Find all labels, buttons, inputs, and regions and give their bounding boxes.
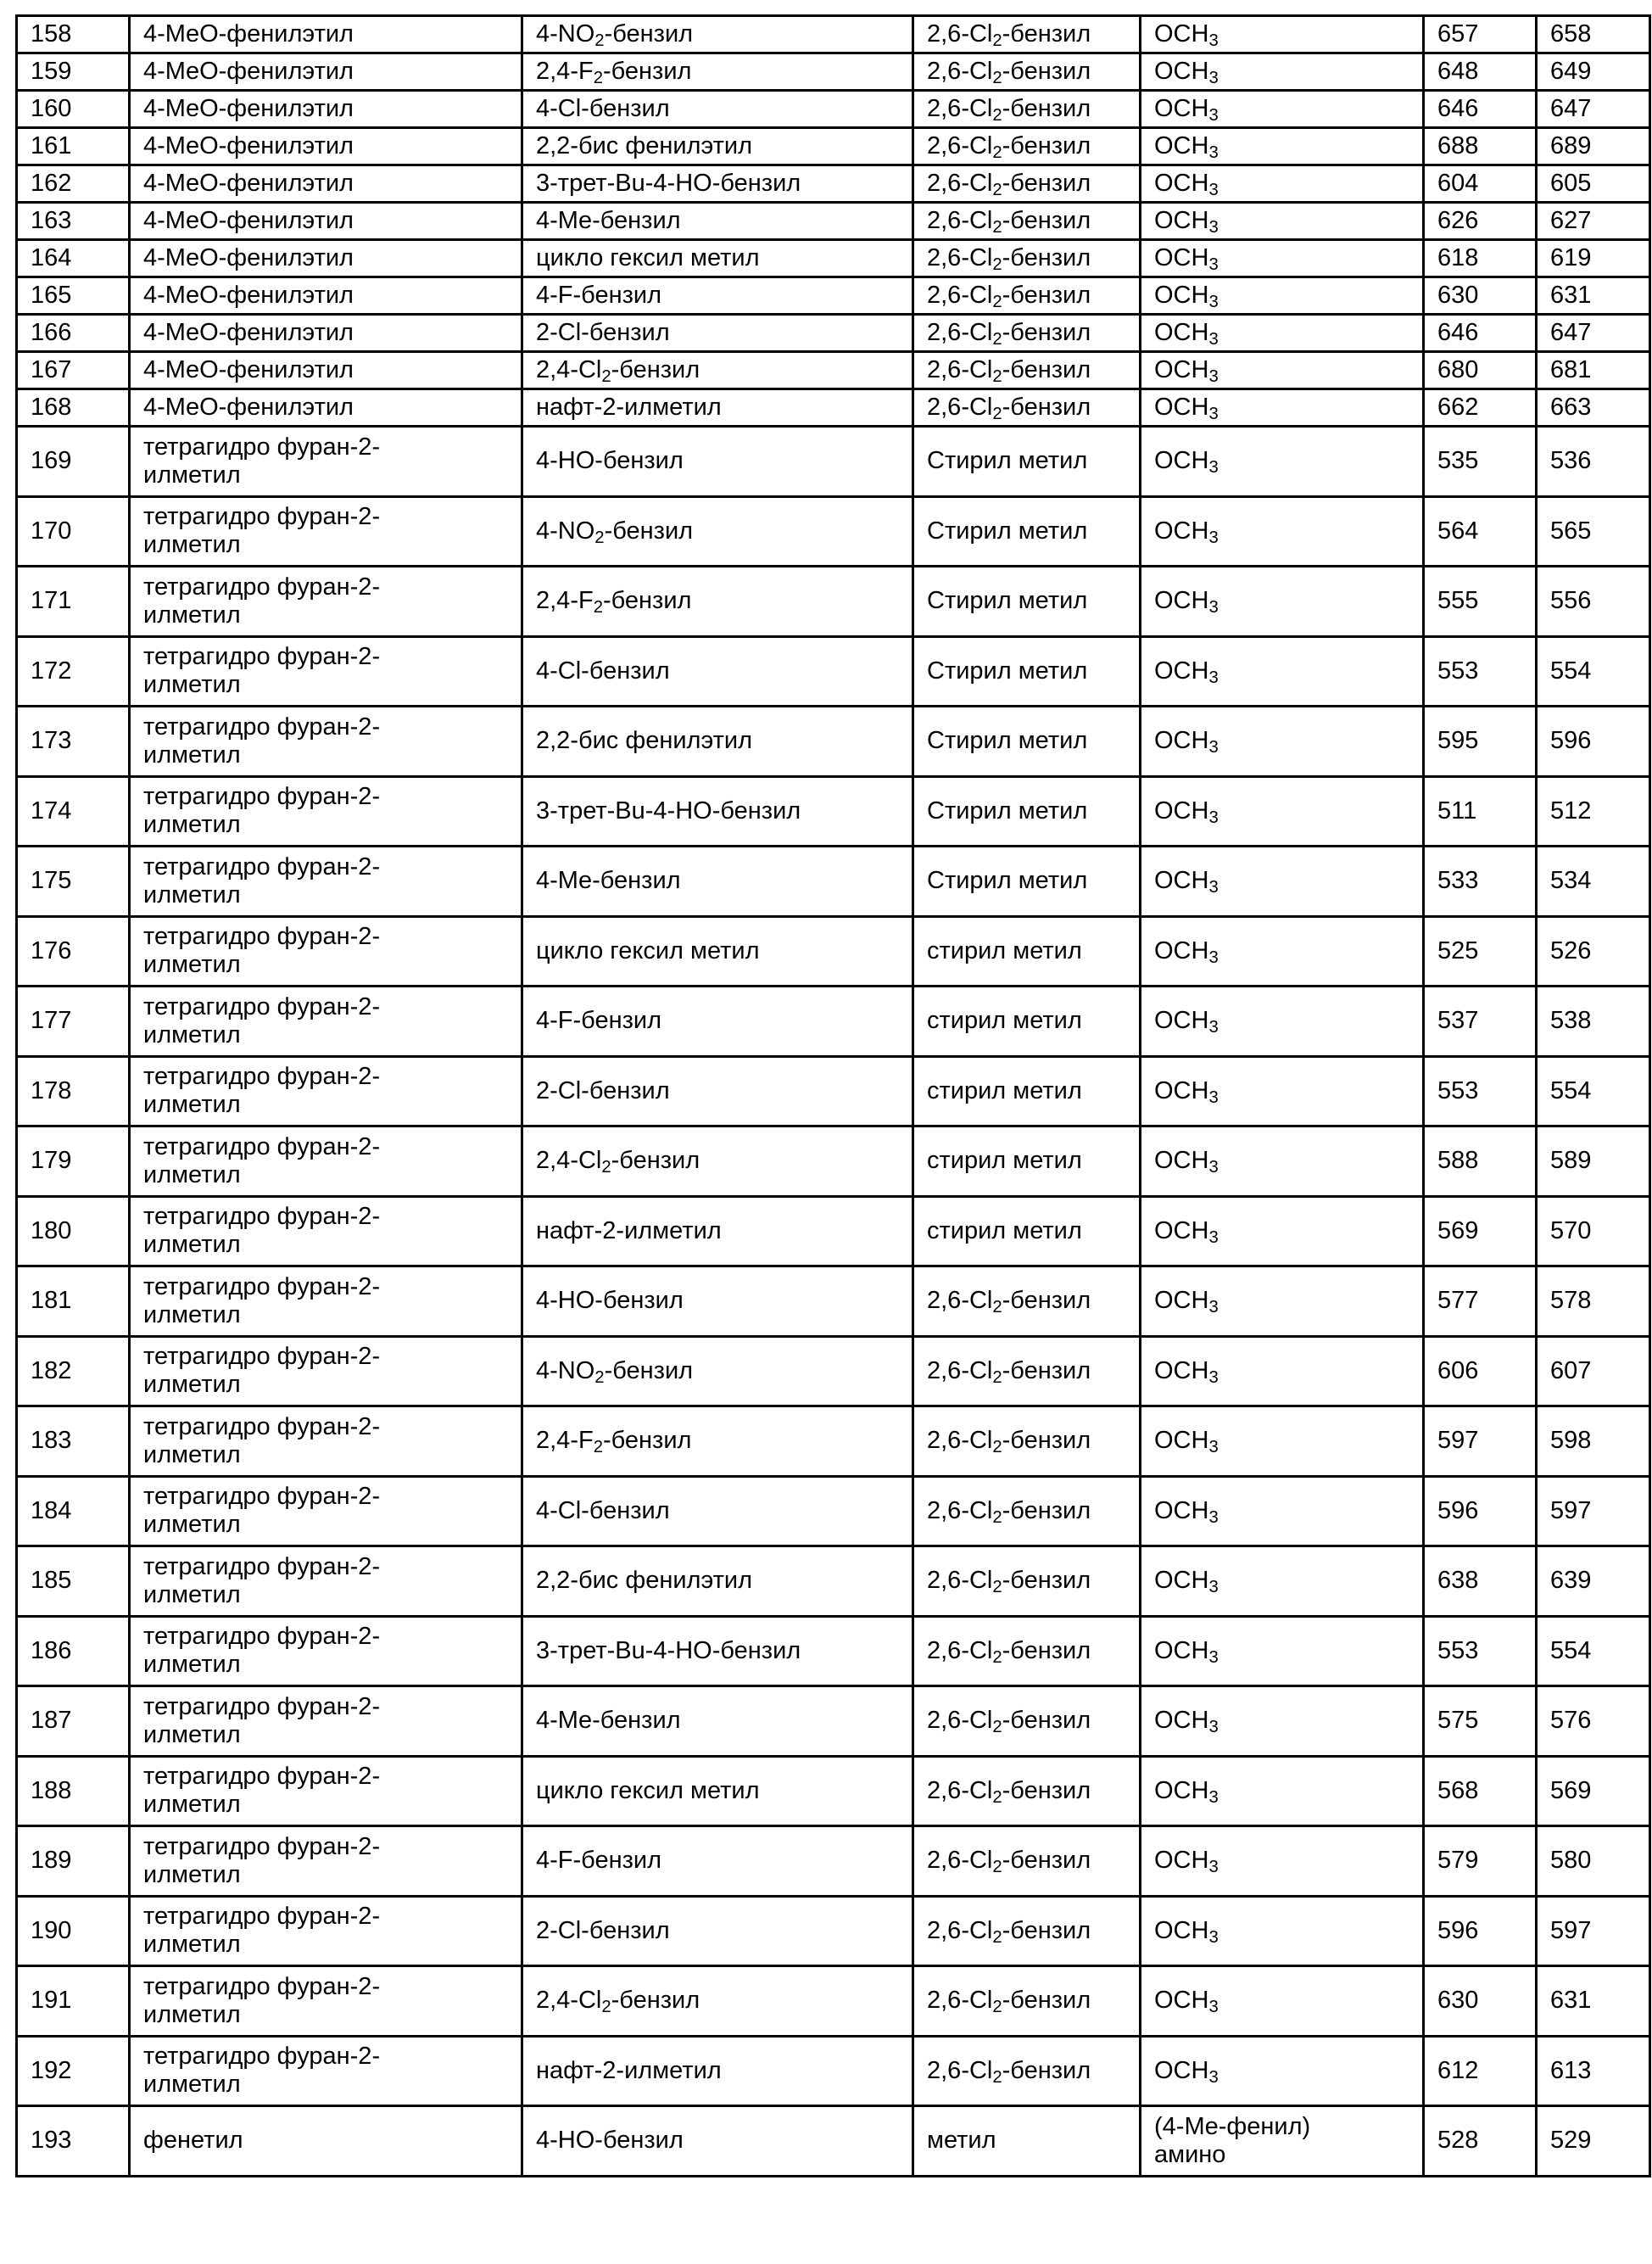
substituent-r3-cell: $2,6-Cl_2$-бензил — [913, 1546, 1141, 1617]
substituent-r3-cell: Стирил метил — [913, 636, 1141, 707]
compound-number-cell: 169 — [17, 427, 130, 497]
substituent-r4-cell: $OCH_3$ — [1141, 707, 1424, 777]
mass-found-cell: 526 — [1537, 916, 1650, 987]
table-row — [17, 427, 1650, 497]
mass-found-cell: 627 — [1537, 203, 1650, 240]
substituent-r3-cell: $2,6-Cl_2$-бензил — [913, 277, 1141, 315]
table-row — [17, 1266, 1650, 1337]
table-row — [17, 352, 1650, 389]
table-row — [17, 847, 1650, 917]
mass-calculated-cell: 596 — [1424, 1896, 1537, 1966]
table-row — [17, 16, 1650, 53]
substituent-r1-cell: тетрагидро фуран-2- илметил — [130, 496, 522, 567]
substituent-r1-cell: 4-MeO-фенилэтил — [130, 16, 522, 53]
mass-found-cell: 649 — [1537, 53, 1650, 91]
compound-number-cell: 187 — [17, 1686, 130, 1757]
substituent-r2-cell: 4-F-бензил — [522, 1826, 913, 1897]
substituent-r2-cell: цикло гексил метил — [522, 916, 913, 987]
mass-calculated-cell: 680 — [1424, 352, 1537, 389]
substituent-r1-cell: тетрагидро фуран-2- илметил — [130, 636, 522, 707]
compound-number-cell: 166 — [17, 315, 130, 352]
mass-calculated-cell: 618 — [1424, 240, 1537, 277]
substituent-r2-cell: 2-Cl-бензил — [522, 1896, 913, 1966]
substituent-r3-cell: $2,6-Cl_2$-бензил — [913, 16, 1141, 53]
compound-number-cell: 185 — [17, 1546, 130, 1617]
substituent-r4-cell: $OCH_3$ — [1141, 389, 1424, 427]
table-row — [17, 1056, 1650, 1126]
compound-number-cell: 176 — [17, 916, 130, 987]
compound-number-cell: 184 — [17, 1476, 130, 1546]
substituent-r1-cell: тетрагидро фуран-2- илметил — [130, 427, 522, 497]
mass-calculated-cell: 630 — [1424, 1966, 1537, 2037]
compound-number-cell: 165 — [17, 277, 130, 315]
substituent-r2-cell: 2-Cl-бензил — [522, 315, 913, 352]
substituent-r3-cell: $2,6-Cl_2$-бензил — [913, 1826, 1141, 1897]
substituent-r2-cell: 4-Me-бензил — [522, 203, 913, 240]
substituent-r3-cell: $2,6-Cl_2$-бензил — [913, 1406, 1141, 1477]
substituent-r3-cell: $2,6-Cl_2$-бензил — [913, 1686, 1141, 1757]
table-row — [17, 1896, 1650, 1966]
mass-found-cell: 598 — [1537, 1406, 1650, 1477]
mass-found-cell: 597 — [1537, 1476, 1650, 1546]
substituent-r2-cell: $2,4-F_2$-бензил — [522, 53, 913, 91]
substituent-r1-cell: 4-MeO-фенилэтил — [130, 277, 522, 315]
substituent-r4-cell: $OCH_3$ — [1141, 1616, 1424, 1686]
substituent-r4-cell: $OCH_3$ — [1141, 91, 1424, 128]
substituent-r1-cell: тетрагидро фуран-2- илметил — [130, 916, 522, 987]
substituent-r2-cell: $2,4-Cl_2$-бензил — [522, 352, 913, 389]
table-row — [17, 707, 1650, 777]
substituent-r3-cell: $2,6-Cl_2$-бензил — [913, 91, 1141, 128]
substituent-r2-cell: 4-Me-бензил — [522, 847, 913, 917]
substituent-r2-cell: 4-Cl-бензил — [522, 636, 913, 707]
substituent-r3-cell: $2,6-Cl_2$-бензил — [913, 315, 1141, 352]
mass-found-cell: 538 — [1537, 987, 1650, 1057]
table-row — [17, 2036, 1650, 2106]
substituent-r1-cell: 4-MeO-фенилэтил — [130, 53, 522, 91]
table-row — [17, 987, 1650, 1057]
substituent-r4-cell: $OCH_3$ — [1141, 2036, 1424, 2106]
substituent-r2-cell: 2,2-бис фенилэтил — [522, 707, 913, 777]
mass-found-cell: 556 — [1537, 567, 1650, 637]
substituent-r1-cell: тетрагидро фуран-2- илметил — [130, 1336, 522, 1406]
substituent-r3-cell: Стирил метил — [913, 707, 1141, 777]
substituent-r2-cell: 4-HO-бензил — [522, 1266, 913, 1337]
mass-found-cell: 576 — [1537, 1686, 1650, 1757]
table-row — [17, 1546, 1650, 1617]
substituent-r4-cell: $OCH_3$ — [1141, 427, 1424, 497]
mass-found-cell: 605 — [1537, 165, 1650, 203]
substituent-r1-cell: 4-MeO-фенилэтил — [130, 240, 522, 277]
table-row — [17, 1196, 1650, 1266]
mass-calculated-cell: 662 — [1424, 389, 1537, 427]
substituent-r1-cell: тетрагидро фуран-2- илметил — [130, 1406, 522, 1477]
mass-found-cell: 663 — [1537, 389, 1650, 427]
substituent-r2-cell: 2,2-бис фенилэтил — [522, 1546, 913, 1617]
table-body — [17, 16, 1650, 2177]
substituent-r4-cell: $OCH_3$ — [1141, 128, 1424, 165]
mass-found-cell: 554 — [1537, 1616, 1650, 1686]
compound-number-cell: 161 — [17, 128, 130, 165]
substituent-r1-cell: фенетил — [130, 2106, 522, 2177]
table-row — [17, 165, 1650, 203]
table-row — [17, 1336, 1650, 1406]
substituent-r4-cell: (4-Me-фенил) амино — [1141, 2106, 1424, 2177]
substituent-r1-cell: тетрагидро фуран-2- илметил — [130, 1826, 522, 1897]
substituent-r4-cell: $OCH_3$ — [1141, 1756, 1424, 1826]
substituent-r3-cell: стирил метил — [913, 1056, 1141, 1126]
substituent-r1-cell: тетрагидро фуран-2- илметил — [130, 776, 522, 847]
mass-found-cell: 529 — [1537, 2106, 1650, 2177]
mass-calculated-cell: 535 — [1424, 427, 1537, 497]
table-row — [17, 916, 1650, 987]
mass-found-cell: 536 — [1537, 427, 1650, 497]
substituent-r2-cell: цикло гексил метил — [522, 240, 913, 277]
substituent-r1-cell: тетрагидро фуран-2- илметил — [130, 987, 522, 1057]
table-row — [17, 496, 1650, 567]
substituent-r2-cell: 2-Cl-бензил — [522, 1056, 913, 1126]
table-row — [17, 776, 1650, 847]
compound-number-cell: 181 — [17, 1266, 130, 1337]
substituent-r3-cell: стирил метил — [913, 1196, 1141, 1266]
substituent-r2-cell: $2,4-Cl_2$-бензил — [522, 1126, 913, 1197]
substituent-r4-cell: $OCH_3$ — [1141, 16, 1424, 53]
substituent-r4-cell: $OCH_3$ — [1141, 203, 1424, 240]
substituent-r3-cell: Стирил метил — [913, 847, 1141, 917]
compound-number-cell: 170 — [17, 496, 130, 567]
substituent-r2-cell: 4-F-бензил — [522, 987, 913, 1057]
substituent-r4-cell: $OCH_3$ — [1141, 315, 1424, 352]
substituent-r3-cell: стирил метил — [913, 916, 1141, 987]
mass-found-cell: 589 — [1537, 1126, 1650, 1197]
mass-found-cell: 534 — [1537, 847, 1650, 917]
mass-calculated-cell: 595 — [1424, 707, 1537, 777]
compound-table — [15, 14, 1651, 2177]
table-row — [17, 2106, 1650, 2177]
compound-number-cell: 182 — [17, 1336, 130, 1406]
compound-number-cell: 168 — [17, 389, 130, 427]
substituent-r4-cell: $OCH_3$ — [1141, 1266, 1424, 1337]
substituent-r3-cell: $2,6-Cl_2$-бензил — [913, 128, 1141, 165]
substituent-r2-cell: $2,4-F_2$-бензил — [522, 567, 913, 637]
mass-found-cell: 631 — [1537, 277, 1650, 315]
mass-calculated-cell: 612 — [1424, 2036, 1537, 2106]
substituent-r3-cell: $2,6-Cl_2$-бензил — [913, 1896, 1141, 1966]
mass-calculated-cell: 597 — [1424, 1406, 1537, 1477]
table-row — [17, 1756, 1650, 1826]
substituent-r3-cell: $2,6-Cl_2$-бензил — [913, 1756, 1141, 1826]
substituent-r1-cell: 4-MeO-фенилэтил — [130, 315, 522, 352]
substituent-r4-cell: $OCH_3$ — [1141, 53, 1424, 91]
mass-calculated-cell: 525 — [1424, 916, 1537, 987]
mass-found-cell: 565 — [1537, 496, 1650, 567]
substituent-r1-cell: тетрагидро фуран-2- илметил — [130, 1056, 522, 1126]
mass-calculated-cell: 577 — [1424, 1266, 1537, 1337]
substituent-r1-cell: тетрагидро фуран-2- илметил — [130, 1126, 522, 1197]
substituent-r4-cell: $OCH_3$ — [1141, 352, 1424, 389]
substituent-r3-cell: $2,6-Cl_2$-бензил — [913, 203, 1141, 240]
substituent-r4-cell: $OCH_3$ — [1141, 916, 1424, 987]
mass-calculated-cell: 630 — [1424, 277, 1537, 315]
compound-number-cell: 178 — [17, 1056, 130, 1126]
mass-calculated-cell: 553 — [1424, 636, 1537, 707]
substituent-r1-cell: тетрагидро фуран-2- илметил — [130, 1686, 522, 1757]
substituent-r2-cell: 4-HO-бензил — [522, 427, 913, 497]
table-row — [17, 53, 1650, 91]
compound-number-cell: 189 — [17, 1826, 130, 1897]
compound-number-cell: 159 — [17, 53, 130, 91]
mass-calculated-cell: 606 — [1424, 1336, 1537, 1406]
mass-calculated-cell: 688 — [1424, 128, 1537, 165]
substituent-r4-cell: $OCH_3$ — [1141, 165, 1424, 203]
substituent-r4-cell: $OCH_3$ — [1141, 776, 1424, 847]
compound-number-cell: 158 — [17, 16, 130, 53]
substituent-r2-cell: $4-NO_2$-бензил — [522, 16, 913, 53]
compound-number-cell: 188 — [17, 1756, 130, 1826]
mass-calculated-cell: 555 — [1424, 567, 1537, 637]
mass-calculated-cell: 533 — [1424, 847, 1537, 917]
mass-found-cell: 689 — [1537, 128, 1650, 165]
mass-calculated-cell: 569 — [1424, 1196, 1537, 1266]
compound-number-cell: 183 — [17, 1406, 130, 1477]
substituent-r1-cell: 4-MeO-фенилэтил — [130, 91, 522, 128]
substituent-r4-cell: $OCH_3$ — [1141, 277, 1424, 315]
substituent-r4-cell: $OCH_3$ — [1141, 1126, 1424, 1197]
substituent-r2-cell: $2,4-Cl_2$-бензил — [522, 1966, 913, 2037]
table-row — [17, 389, 1650, 427]
compound-number-cell: 171 — [17, 567, 130, 637]
substituent-r2-cell: нафт-2-илметил — [522, 389, 913, 427]
substituent-r1-cell: тетрагидро фуран-2- илметил — [130, 1546, 522, 1617]
compound-number-cell: 173 — [17, 707, 130, 777]
table-row — [17, 128, 1650, 165]
mass-found-cell: 578 — [1537, 1266, 1650, 1337]
compound-number-cell: 193 — [17, 2106, 130, 2177]
substituent-r4-cell: $OCH_3$ — [1141, 1196, 1424, 1266]
substituent-r4-cell: $OCH_3$ — [1141, 496, 1424, 567]
substituent-r2-cell: 4-Cl-бензил — [522, 1476, 913, 1546]
mass-calculated-cell: 657 — [1424, 16, 1537, 53]
substituent-r1-cell: 4-MeO-фенилэтил — [130, 203, 522, 240]
mass-found-cell: 596 — [1537, 707, 1650, 777]
table-row — [17, 315, 1650, 352]
substituent-r3-cell: $2,6-Cl_2$-бензил — [913, 165, 1141, 203]
substituent-r2-cell: 3-трет-Bu-4-HO-бензил — [522, 165, 913, 203]
substituent-r4-cell: $OCH_3$ — [1141, 1406, 1424, 1477]
mass-calculated-cell: 575 — [1424, 1686, 1537, 1757]
substituent-r4-cell: $OCH_3$ — [1141, 1826, 1424, 1897]
table-row — [17, 1966, 1650, 2037]
substituent-r4-cell: $OCH_3$ — [1141, 1546, 1424, 1617]
substituent-r3-cell: Стирил метил — [913, 496, 1141, 567]
substituent-r1-cell: тетрагидро фуран-2- илметил — [130, 1966, 522, 2037]
substituent-r2-cell: 2,2-бис фенилэтил — [522, 128, 913, 165]
substituent-r1-cell: тетрагидро фуран-2- илметил — [130, 2036, 522, 2106]
compound-number-cell: 163 — [17, 203, 130, 240]
table-row — [17, 203, 1650, 240]
substituent-r1-cell: тетрагидро фуран-2- илметил — [130, 1196, 522, 1266]
table-row — [17, 240, 1650, 277]
substituent-r2-cell: 4-F-бензил — [522, 277, 913, 315]
compound-number-cell: 167 — [17, 352, 130, 389]
mass-found-cell: 570 — [1537, 1196, 1650, 1266]
mass-calculated-cell: 511 — [1424, 776, 1537, 847]
substituent-r3-cell: стирил метил — [913, 1126, 1141, 1197]
substituent-r3-cell: Стирил метил — [913, 567, 1141, 637]
mass-calculated-cell: 638 — [1424, 1546, 1537, 1617]
mass-found-cell: 658 — [1537, 16, 1650, 53]
table-row — [17, 567, 1650, 637]
substituent-r4-cell: $OCH_3$ — [1141, 847, 1424, 917]
compound-number-cell: 179 — [17, 1126, 130, 1197]
mass-found-cell: 554 — [1537, 1056, 1650, 1126]
substituent-r3-cell: $2,6-Cl_2$-бензил — [913, 2036, 1141, 2106]
table-row — [17, 91, 1650, 128]
table-row — [17, 1686, 1650, 1757]
mass-found-cell: 554 — [1537, 636, 1650, 707]
substituent-r3-cell: $2,6-Cl_2$-бензил — [913, 389, 1141, 427]
table-row — [17, 636, 1650, 707]
substituent-r4-cell: $OCH_3$ — [1141, 1686, 1424, 1757]
substituent-r1-cell: 4-MeO-фенилэтил — [130, 128, 522, 165]
substituent-r2-cell: 3-трет-Bu-4-HO-бензил — [522, 1616, 913, 1686]
substituent-r2-cell: $4-NO_2$-бензил — [522, 496, 913, 567]
compound-number-cell: 162 — [17, 165, 130, 203]
substituent-r3-cell: $2,6-Cl_2$-бензил — [913, 1266, 1141, 1337]
table-row — [17, 1406, 1650, 1477]
mass-calculated-cell: 553 — [1424, 1056, 1537, 1126]
mass-calculated-cell: 528 — [1424, 2106, 1537, 2177]
substituent-r3-cell: $2,6-Cl_2$-бензил — [913, 1616, 1141, 1686]
mass-calculated-cell: 553 — [1424, 1616, 1537, 1686]
mass-calculated-cell: 646 — [1424, 315, 1537, 352]
mass-calculated-cell: 568 — [1424, 1756, 1537, 1826]
compound-number-cell: 164 — [17, 240, 130, 277]
mass-found-cell: 613 — [1537, 2036, 1650, 2106]
substituent-r2-cell: нафт-2-илметил — [522, 2036, 913, 2106]
substituent-r4-cell: $OCH_3$ — [1141, 636, 1424, 707]
substituent-r3-cell: $2,6-Cl_2$-бензил — [913, 1966, 1141, 2037]
mass-calculated-cell: 596 — [1424, 1476, 1537, 1546]
substituent-r4-cell: $OCH_3$ — [1141, 1476, 1424, 1546]
mass-calculated-cell: 588 — [1424, 1126, 1537, 1197]
table-row — [17, 1126, 1650, 1197]
substituent-r2-cell: $2,4-F_2$-бензил — [522, 1406, 913, 1477]
mass-found-cell: 619 — [1537, 240, 1650, 277]
substituent-r2-cell: 4-Cl-бензил — [522, 91, 913, 128]
substituent-r2-cell: 4-Me-бензил — [522, 1686, 913, 1757]
substituent-r3-cell: $2,6-Cl_2$-бензил — [913, 1476, 1141, 1546]
compound-number-cell: 160 — [17, 91, 130, 128]
mass-found-cell: 647 — [1537, 315, 1650, 352]
compound-number-cell: 191 — [17, 1966, 130, 2037]
compound-number-cell: 174 — [17, 776, 130, 847]
mass-found-cell: 512 — [1537, 776, 1650, 847]
substituent-r4-cell: $OCH_3$ — [1141, 987, 1424, 1057]
compound-number-cell: 177 — [17, 987, 130, 1057]
substituent-r3-cell: $2,6-Cl_2$-бензил — [913, 53, 1141, 91]
substituent-r3-cell: Стирил метил — [913, 427, 1141, 497]
substituent-r1-cell: тетрагидро фуран-2- илметил — [130, 1756, 522, 1826]
compound-number-cell: 175 — [17, 847, 130, 917]
substituent-r3-cell: $2,6-Cl_2$-бензил — [913, 240, 1141, 277]
substituent-r4-cell: $OCH_3$ — [1141, 1896, 1424, 1966]
mass-calculated-cell: 626 — [1424, 203, 1537, 240]
mass-found-cell: 639 — [1537, 1546, 1650, 1617]
substituent-r1-cell: тетрагидро фуран-2- илметил — [130, 1616, 522, 1686]
mass-found-cell: 597 — [1537, 1896, 1650, 1966]
substituent-r2-cell: 4-HO-бензил — [522, 2106, 913, 2177]
mass-found-cell: 647 — [1537, 91, 1650, 128]
substituent-r1-cell: тетрагидро фуран-2- илметил — [130, 1476, 522, 1546]
substituent-r4-cell: $OCH_3$ — [1141, 567, 1424, 637]
substituent-r4-cell: $OCH_3$ — [1141, 1966, 1424, 2037]
substituent-r2-cell: нафт-2-илметил — [522, 1196, 913, 1266]
mass-calculated-cell: 648 — [1424, 53, 1537, 91]
substituent-r3-cell: Стирил метил — [913, 776, 1141, 847]
table-row — [17, 1826, 1650, 1897]
substituent-r1-cell: 4-MeO-фенилэтил — [130, 352, 522, 389]
mass-found-cell: 607 — [1537, 1336, 1650, 1406]
mass-found-cell: 631 — [1537, 1966, 1650, 2037]
substituent-r3-cell: $2,6-Cl_2$-бензил — [913, 352, 1141, 389]
mass-calculated-cell: 604 — [1424, 165, 1537, 203]
mass-found-cell: 569 — [1537, 1756, 1650, 1826]
substituent-r3-cell: стирил метил — [913, 987, 1141, 1057]
compound-number-cell: 186 — [17, 1616, 130, 1686]
substituent-r1-cell: 4-MeO-фенилэтил — [130, 165, 522, 203]
substituent-r1-cell: тетрагидро фуран-2- илметил — [130, 847, 522, 917]
table-row — [17, 1616, 1650, 1686]
compound-number-cell: 172 — [17, 636, 130, 707]
compound-number-cell: 180 — [17, 1196, 130, 1266]
substituent-r2-cell: 3-трет-Bu-4-HO-бензил — [522, 776, 913, 847]
table-row — [17, 1476, 1650, 1546]
compound-number-cell: 192 — [17, 2036, 130, 2106]
compound-number-cell: 190 — [17, 1896, 130, 1966]
substituent-r2-cell: $4-NO_2$-бензил — [522, 1336, 913, 1406]
mass-found-cell: 580 — [1537, 1826, 1650, 1897]
substituent-r3-cell: $2,6-Cl_2$-бензил — [913, 1336, 1141, 1406]
table-row — [17, 277, 1650, 315]
substituent-r1-cell: тетрагидро фуран-2- илметил — [130, 707, 522, 777]
substituent-r1-cell: тетрагидро фуран-2- илметил — [130, 567, 522, 637]
mass-calculated-cell: 579 — [1424, 1826, 1537, 1897]
mass-calculated-cell: 564 — [1424, 496, 1537, 567]
substituent-r1-cell: тетрагидро фуран-2- илметил — [130, 1266, 522, 1337]
mass-found-cell: 681 — [1537, 352, 1650, 389]
substituent-r1-cell: тетрагидро фуран-2- илметил — [130, 1896, 522, 1966]
mass-calculated-cell: 646 — [1424, 91, 1537, 128]
mass-calculated-cell: 537 — [1424, 987, 1537, 1057]
substituent-r3-cell: метил — [913, 2106, 1141, 2177]
substituent-r4-cell: $OCH_3$ — [1141, 1336, 1424, 1406]
substituent-r4-cell: $OCH_3$ — [1141, 240, 1424, 277]
substituent-r2-cell: цикло гексил метил — [522, 1756, 913, 1826]
substituent-r4-cell: $OCH_3$ — [1141, 1056, 1424, 1126]
substituent-r1-cell: 4-MeO-фенилэтил — [130, 389, 522, 427]
